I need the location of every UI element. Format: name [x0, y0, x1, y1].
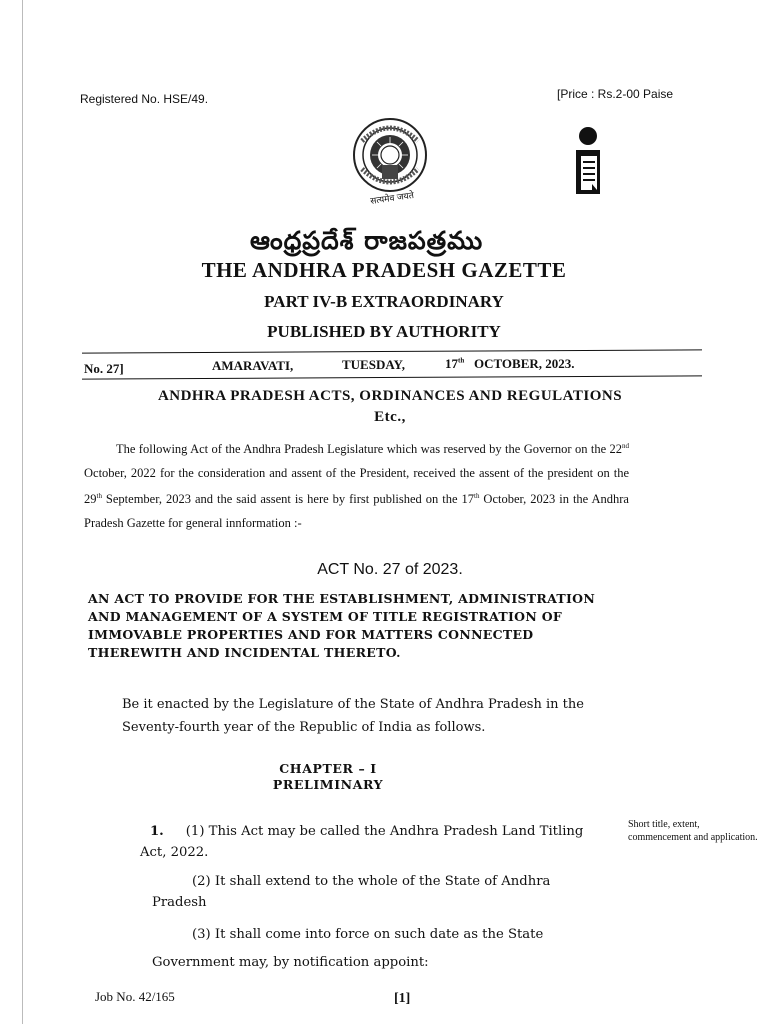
reader-person-icon	[574, 126, 604, 198]
gazette-title: THE ANDHRA PRADESH GAZETTE	[201, 258, 567, 282]
chapter-name: PRELIMINARY	[272, 777, 384, 792]
price-label: [Price : Rs.2-00 Paise	[557, 87, 674, 101]
section-number: 1.	[150, 824, 164, 839]
issue-number: No. 27]	[84, 361, 124, 376]
gazette-part: PART IV-B EXTRAORDINARY	[264, 292, 504, 311]
act-title: ACT No. 27 of 2023.	[317, 561, 463, 578]
divider-bottom	[82, 375, 702, 379]
section-1-subsection-2: (2) It shall extend to the whole of the State of Andhra Pradesh	[152, 874, 551, 910]
act-long-title: AN ACT TO PROVIDE FOR THE ESTABLISHMENT, ADMINISTRATION AND MANAGEMENT OF A SYSTEM OF TITLE REGISTRATION OF IMMOVABLE PROPERTIES AND FOR MATTERS CONNECTED THEREWITH AND INCIDENTAL THERETO.	[88, 591, 596, 660]
section-1-subsection-1: 1. (1) This Act may be called the Andhra Pradesh Land Titling Act, 2022.	[140, 824, 584, 860]
registered-number: Registered No. HSE/49.	[80, 92, 209, 106]
published-by-authority: PUBLISHED BY AUTHORITY	[267, 322, 501, 341]
page-number: [1]	[394, 991, 411, 1006]
emblem-motto: सत्यमेव जयते	[369, 189, 415, 206]
section-1-subsection-3: (3) It shall come into force on such date as the State Government may, by notification appoint:	[152, 927, 544, 970]
chapter-number: CHAPTER – I	[279, 761, 377, 776]
marginal-note: Short title, extent, commencement and application.	[628, 819, 758, 843]
page-edge-line	[22, 0, 23, 1024]
issue-day: TUESDAY,	[342, 357, 405, 372]
telugu-gazette-title: ఆంధ్రప్రదేశ్ రాజపత్రము	[250, 226, 484, 255]
issue-date: 17th OCTOBER, 2023.	[445, 356, 575, 371]
enacting-clause: Be it enacted by the Legislature of the State of Andhra Pradesh in the Seventy-fourth year of the Republic of India as follows.	[122, 697, 584, 735]
section-heading: ANDHRA PRADESH ACTS, ORDINANCES AND REGULATIONS Etc.,	[157, 388, 623, 425]
issue-place: AMARAVATI,	[212, 358, 294, 373]
divider-top	[82, 349, 702, 353]
job-number: Job No. 42/165	[95, 989, 175, 1004]
intro-paragraph: The following Act of the Andhra Pradesh Legislature which was reserved by the Governor on the 22nd October, 2022 for the consideration and assent of the President, received the assent of the president on the 29th September, 2023 and the said assent is here by first published on the 17th October, 2023 in the Andhra Pradesh Gazette for general innformation :-	[84, 442, 629, 530]
